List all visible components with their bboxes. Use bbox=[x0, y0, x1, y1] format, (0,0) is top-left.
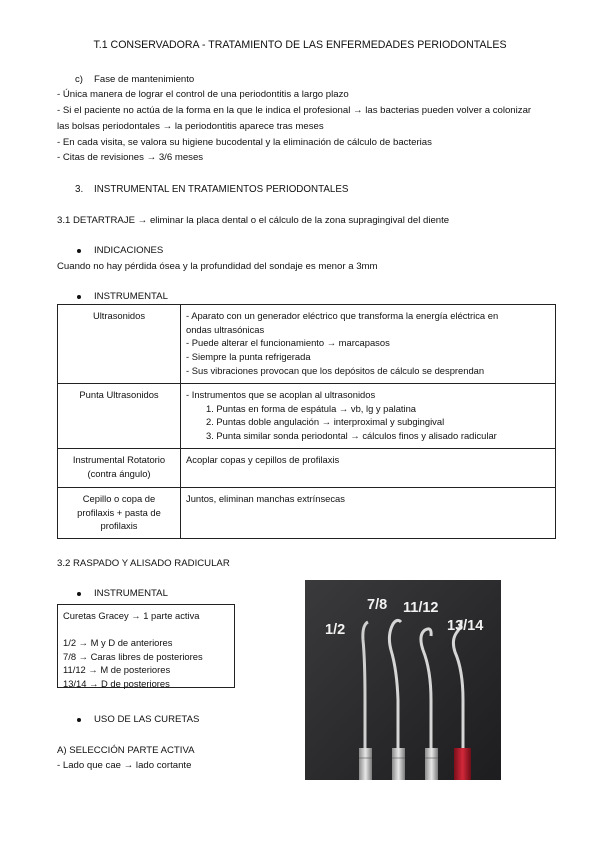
maintenance-line: - En cada visita, se valora su higiene bucodental y la eliminación de cálculo de bacterias bbox=[57, 137, 432, 148]
description-line: ondas ultrasónicas bbox=[186, 323, 265, 335]
instrument-name: Cepillo o copa de bbox=[82, 493, 156, 504]
table-cell-name bbox=[58, 449, 181, 488]
table-cell-description bbox=[181, 305, 556, 384]
instrument-name: Ultrasonidos bbox=[92, 310, 146, 321]
seleccion-heading: A) SELECCIÓN PARTE ACTIVA bbox=[57, 745, 195, 756]
table-cell-description bbox=[181, 488, 556, 539]
description-line: - Siempre la punta refrigerada bbox=[186, 350, 311, 362]
sublist-item: 1. Puntas en forma de espátula → vb, lg y palatina bbox=[206, 402, 417, 414]
table-cell-name bbox=[58, 305, 181, 384]
description-line: - Puede alterar el funcionamiento → marcapasos bbox=[186, 337, 390, 349]
page-title: T.1 CONSERVADORA - TRATAMIENTO DE LAS ENFERMEDADES PERIODONTALES bbox=[93, 39, 507, 51]
instrument-name: profilaxis bbox=[100, 520, 138, 532]
curetas-line: 7/8 → Caras libres de posteriores bbox=[63, 650, 203, 662]
curette-label: 7/8 bbox=[367, 597, 388, 613]
bullet-icon bbox=[77, 295, 81, 299]
maintenance-line: las bolsas periodontales → la periodontitis aparece tras meses bbox=[57, 121, 324, 132]
curettes-photo bbox=[305, 580, 501, 780]
table-row bbox=[58, 384, 556, 449]
maintenance-line: - Citas de revisiones → 3/6 meses bbox=[57, 152, 204, 163]
instrument-name: Instrumental Rotatorio bbox=[72, 454, 166, 465]
bullet-icon bbox=[77, 718, 81, 722]
instrumental-label: INSTRUMENTAL bbox=[94, 291, 168, 302]
curette-label: 13/14 bbox=[447, 618, 484, 634]
curetas-line bbox=[63, 623, 229, 637]
curette-label: 1/2 bbox=[325, 622, 346, 638]
section-heading: INSTRUMENTAL EN TRATAMIENTOS PERIODONTALES bbox=[94, 184, 349, 195]
table-row bbox=[58, 305, 556, 384]
curetas-line: Curetas Gracey → 1 parte activa bbox=[63, 610, 200, 621]
curetas-box bbox=[57, 604, 235, 688]
description-line: - Instrumentos que se acoplan al ultrasonidos bbox=[186, 389, 376, 400]
instrument-name: Punta Ultrasonidos bbox=[79, 389, 159, 400]
section-number: 3. bbox=[75, 184, 84, 195]
table-row bbox=[58, 449, 556, 488]
seleccion-line: - Lado que cae → lado cortante bbox=[57, 760, 192, 771]
curetas-line: 1/2 → M y D de anteriores bbox=[63, 637, 173, 649]
indicaciones-text: Cuando no hay pérdida ósea y la profundidad del sondaje es menor a 3mm bbox=[57, 261, 378, 272]
curetas-line: 11/12 → M de posteriores bbox=[63, 664, 171, 676]
instrument-name: (contra ángulo) bbox=[87, 467, 151, 479]
maintenance-line: - Si el paciente no actúa de la forma en la que le indica el profesional → las bacterias pueden volver a colonizar bbox=[57, 105, 532, 116]
table-cell-name bbox=[58, 488, 181, 539]
maintenance-line: - Única manera de lograr el control de una periodontitis a largo plazo bbox=[57, 89, 349, 100]
detartraje-heading: 3.1 DETARTRAJE → eliminar la placa dental o el cálculo de la zona supragingival del diente bbox=[57, 215, 450, 226]
raspado-heading: 3.2 RASPADO Y ALISADO RADICULAR bbox=[57, 558, 230, 569]
description-line: - Aparato con un generador eléctrico que transforma la energía eléctrica en bbox=[186, 310, 499, 321]
sublist-item: 2. Puntas doble angulación → interproximal y subgingival bbox=[206, 416, 445, 428]
table-row bbox=[58, 488, 556, 539]
sublist-item: 3. Punta similar sonda periodontal → cálculos finos y alisado radicular bbox=[206, 429, 497, 441]
table-cell-name bbox=[58, 384, 181, 449]
instrumental-table bbox=[57, 304, 556, 539]
curetas-line: 13/14 → D de posteriores bbox=[63, 678, 170, 690]
uso-label: USO DE LAS CURETAS bbox=[94, 714, 200, 725]
table-cell-description bbox=[181, 449, 556, 488]
bullet-icon bbox=[77, 249, 81, 253]
bullet-icon bbox=[77, 592, 81, 596]
curette-label: 11/12 bbox=[403, 600, 439, 616]
description-line: Acoplar copas y cepillos de profilaxis bbox=[186, 454, 340, 465]
description-line: Juntos, eliminan manchas extrínsecas bbox=[186, 493, 345, 504]
maintenance-letter: c) bbox=[75, 74, 83, 85]
description-line: - Sus vibraciones provocan que los depósitos de cálculo se desprendan bbox=[186, 364, 485, 376]
indicaciones-label: INDICACIONES bbox=[94, 245, 164, 256]
maintenance-heading: Fase de mantenimiento bbox=[94, 74, 195, 85]
instrument-name: profilaxis + pasta de bbox=[77, 506, 161, 518]
raspado-instrumental-label: INSTRUMENTAL bbox=[94, 588, 168, 599]
table-cell-description bbox=[181, 384, 556, 449]
